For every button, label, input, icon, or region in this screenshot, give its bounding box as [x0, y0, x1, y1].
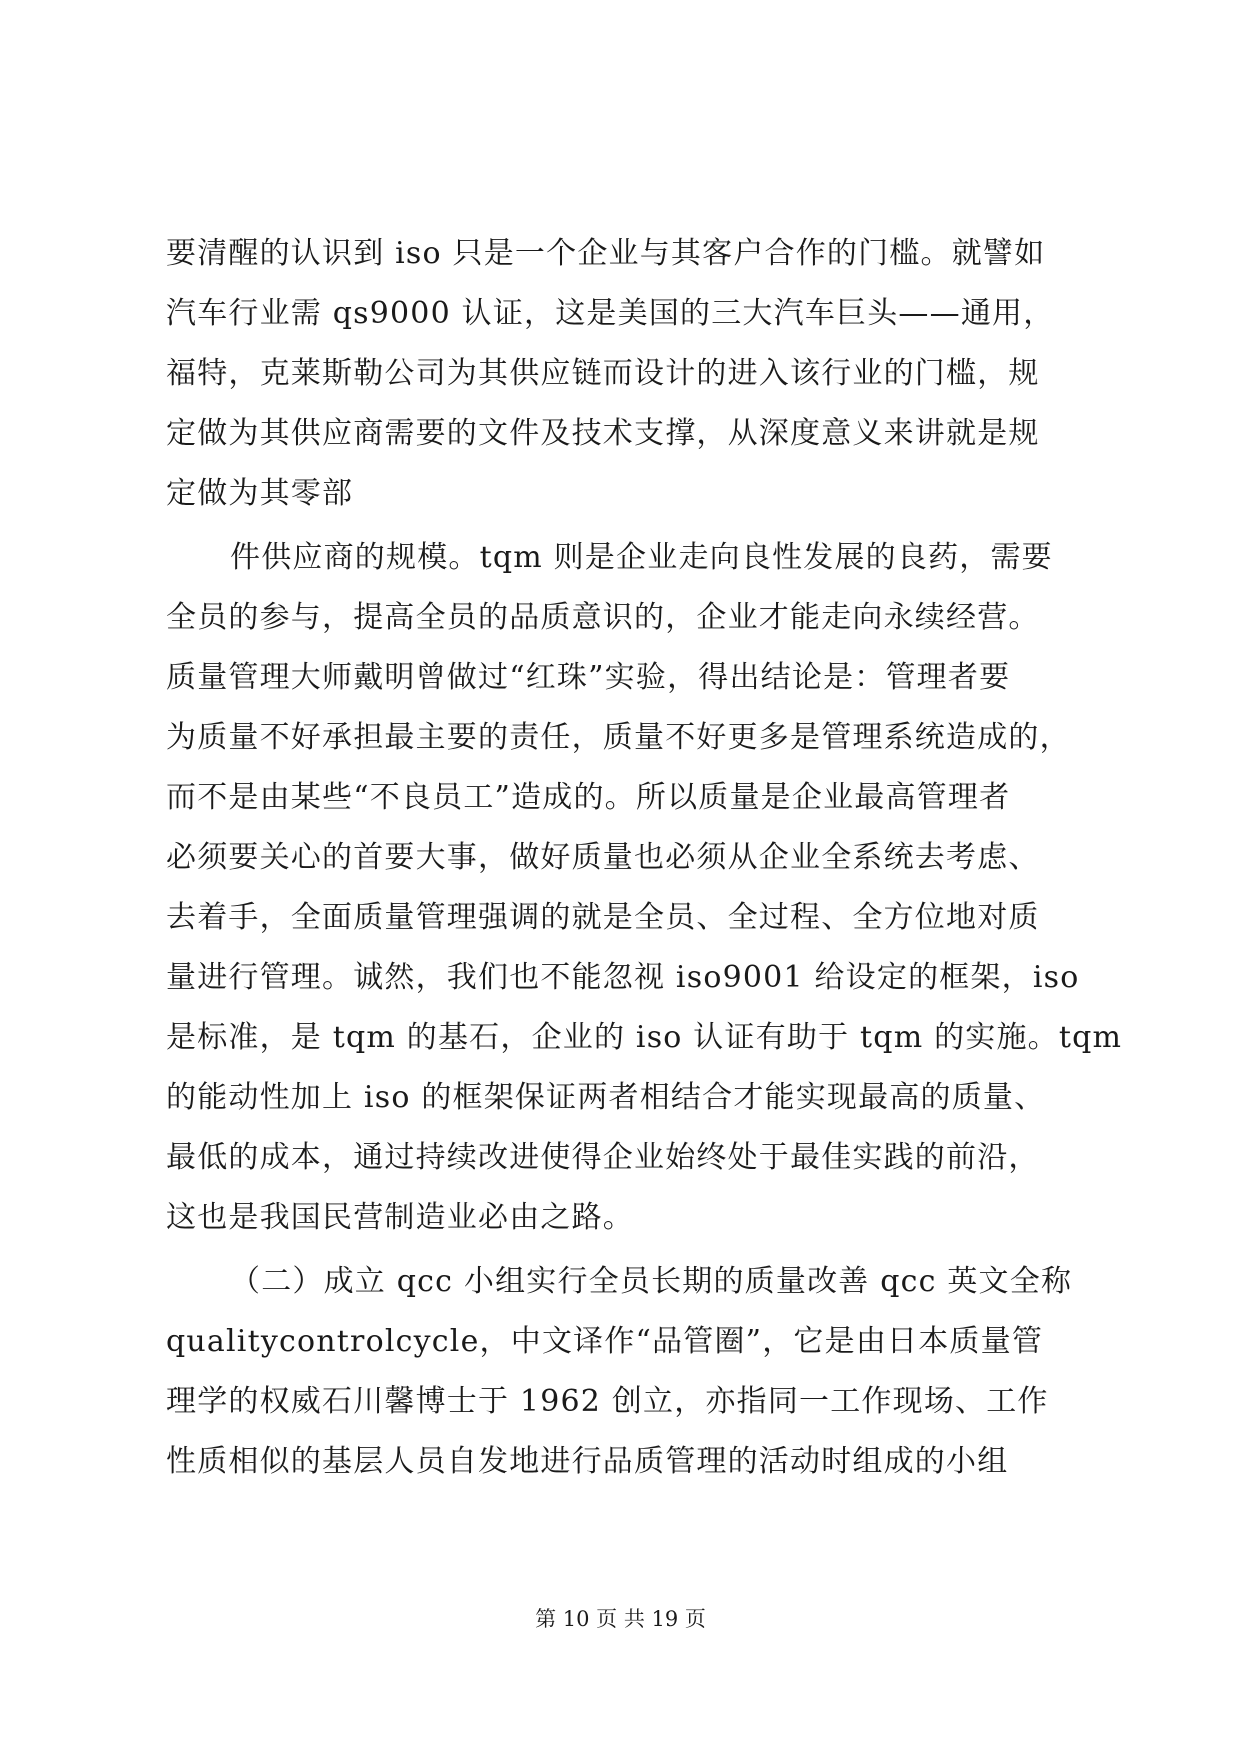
text-line: 最低的成本，通过持续改进使得企业始终处于最佳实践的前沿， — [166, 1140, 1040, 1175]
text-line: 去着手，全面质量管理强调的就是全员、全过程、全方位地对质 — [166, 900, 1040, 935]
text-line: 质量管理大师戴明曾做过“红珠”实验，得出结论是：管理者要 — [166, 660, 1011, 695]
text-line: 全员的参与，提高全员的品质意识的，企业才能走向永续经营。 — [166, 600, 1040, 635]
text-line: 汽车行业需 qs9000 认证，这是美国的三大汽车巨头——通用， — [166, 296, 1055, 331]
text-line: 量进行管理。诚然，我们也不能忽视 iso9001 给设定的框架，iso — [166, 960, 1080, 995]
text-line: 的能动性加上 iso 的框架保证两者相结合才能实现最高的质量、 — [166, 1080, 1046, 1115]
text-line: 为质量不好承担最主要的责任，质量不好更多是管理系统造成的， — [166, 720, 1071, 755]
text-line: 定做为其零部 — [166, 476, 354, 511]
text-line: 而不是由某些“不良员工”造成的。所以质量是企业最高管理者 — [166, 780, 1011, 815]
page-number-footer: 第 10 页 共 19 页 — [535, 1607, 706, 1631]
text-line: 福特，克莱斯勒公司为其供应链而设计的进入该行业的门槛，规 — [166, 356, 1040, 391]
text-line: 是标准，是 tqm 的基石，企业的 iso 认证有助于 tqm 的实施。tqm — [166, 1020, 1123, 1055]
text-line: 理学的权威石川馨博士于 1962 创立，亦指同一工作现场、工作 — [166, 1384, 1049, 1419]
text-line: 要清醒的认识到 iso 只是一个企业与其客户合作的门槛。就譬如 — [166, 236, 1046, 271]
text-line: 定做为其供应商需要的文件及技术支撑，从深度意义来讲就是规 — [166, 416, 1040, 451]
text-line: qualitycontrolcycle，中文译作“品管圈”，它是由日本质量管 — [166, 1324, 1044, 1359]
paragraph-first-line: 件供应商的规模。tqm 则是企业走向良性发展的良药，需要 — [230, 540, 1053, 575]
text-line: 这也是我国民营制造业必由之路。 — [166, 1200, 634, 1235]
text-line: 性质相似的基层人员自发地进行品质管理的活动时组成的小组 — [166, 1444, 1009, 1479]
text-line: 必须要关心的首要大事，做好质量也必须从企业全系统去考虑、 — [166, 840, 1040, 875]
paragraph-first-line: （二）成立 qcc 小组实行全员长期的质量改善 qcc 英文全称 — [230, 1264, 1073, 1299]
